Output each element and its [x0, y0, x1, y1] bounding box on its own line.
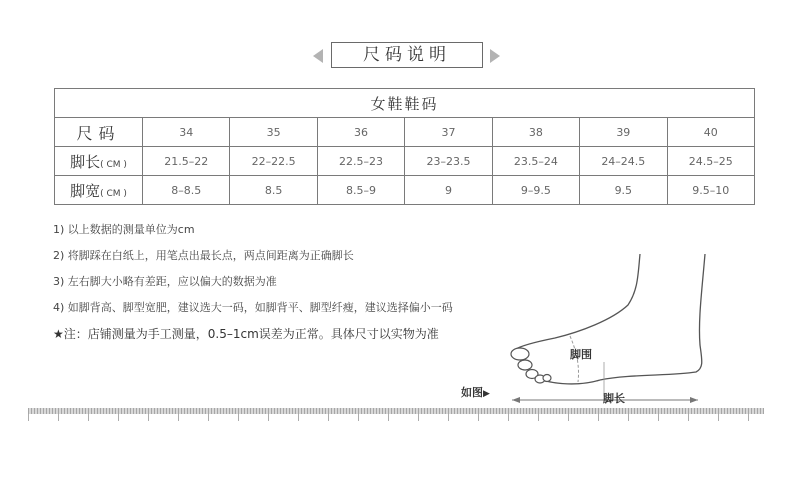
table-cell: 22.5–23 — [317, 147, 404, 176]
table-cell: 37 — [405, 118, 492, 147]
table-row-width — [55, 176, 755, 205]
note-item: 1) 以上数据的测量单位为cm — [53, 223, 195, 236]
row-header-width-unit: ( CM ) — [100, 188, 127, 199]
table-cell: 23–23.5 — [405, 147, 492, 176]
length-label: 脚长 — [603, 392, 625, 405]
table-cell: 9 — [405, 176, 492, 205]
foot-outline-icon — [500, 250, 720, 410]
arrow-right-icon — [490, 49, 500, 63]
row-header-width-label: 脚宽 — [70, 181, 101, 200]
row-header-length-unit: ( CM ) — [100, 159, 127, 170]
table-caption: 女鞋鞋码 — [55, 89, 755, 118]
table-cell: 39 — [580, 118, 667, 147]
table-cell: 9–9.5 — [492, 176, 579, 205]
page-title: 尺码说明 — [331, 42, 483, 68]
table-cell: 22–22.5 — [230, 147, 317, 176]
table-cell: 21.5–22 — [143, 147, 230, 176]
foot-illustration — [500, 250, 720, 410]
row-header-width — [55, 176, 143, 205]
table-cell: 9.5 — [580, 176, 667, 205]
table-caption-row — [55, 89, 755, 118]
table-cell: 35 — [230, 118, 317, 147]
size-table — [54, 88, 755, 205]
table-cell: 40 — [667, 118, 754, 147]
table-cell: 8.5–9 — [317, 176, 404, 205]
title-area — [0, 40, 790, 70]
girth-label: 脚围 — [570, 348, 592, 361]
note-item: 4) 如脚背高、脚型宽肥，建议选大一码，如脚背平、脚型纤瘦，建议选择偏小一码 — [53, 301, 453, 314]
row-header-size: 尺码 — [55, 118, 143, 147]
table-row-size — [55, 118, 755, 147]
table-cell: 23.5–24 — [492, 147, 579, 176]
table-cell: 9.5–10 — [667, 176, 754, 205]
table-row-length — [55, 147, 755, 176]
table-cell: 8–8.5 — [143, 176, 230, 205]
play-arrow-icon: ▶ — [483, 389, 490, 399]
arrow-left-icon — [313, 49, 323, 63]
ref-label — [461, 384, 490, 400]
table-cell: 8.5 — [230, 176, 317, 205]
note-disclaimer: ★注：店铺测量为手工测量，0.5–1cm误差为正常。具体尺寸以实物为准 — [53, 327, 439, 341]
ruler-band — [28, 408, 764, 414]
ruler — [28, 408, 764, 422]
table-cell: 24.5–25 — [667, 147, 754, 176]
table-cell: 36 — [317, 118, 404, 147]
row-header-length — [55, 147, 143, 176]
notes-list — [53, 221, 523, 351]
table-cell: 34 — [143, 118, 230, 147]
row-header-length-label: 脚长 — [70, 152, 101, 171]
table-cell: 38 — [492, 118, 579, 147]
table-cell: 24–24.5 — [580, 147, 667, 176]
note-item: 2) 将脚踩在白纸上，用笔点出最长点，两点间距离为正确脚长 — [53, 249, 354, 262]
note-item: 3) 左右脚大小略有差距，应以偏大的数据为准 — [53, 275, 277, 288]
ref-label-text: 如图 — [461, 386, 483, 399]
